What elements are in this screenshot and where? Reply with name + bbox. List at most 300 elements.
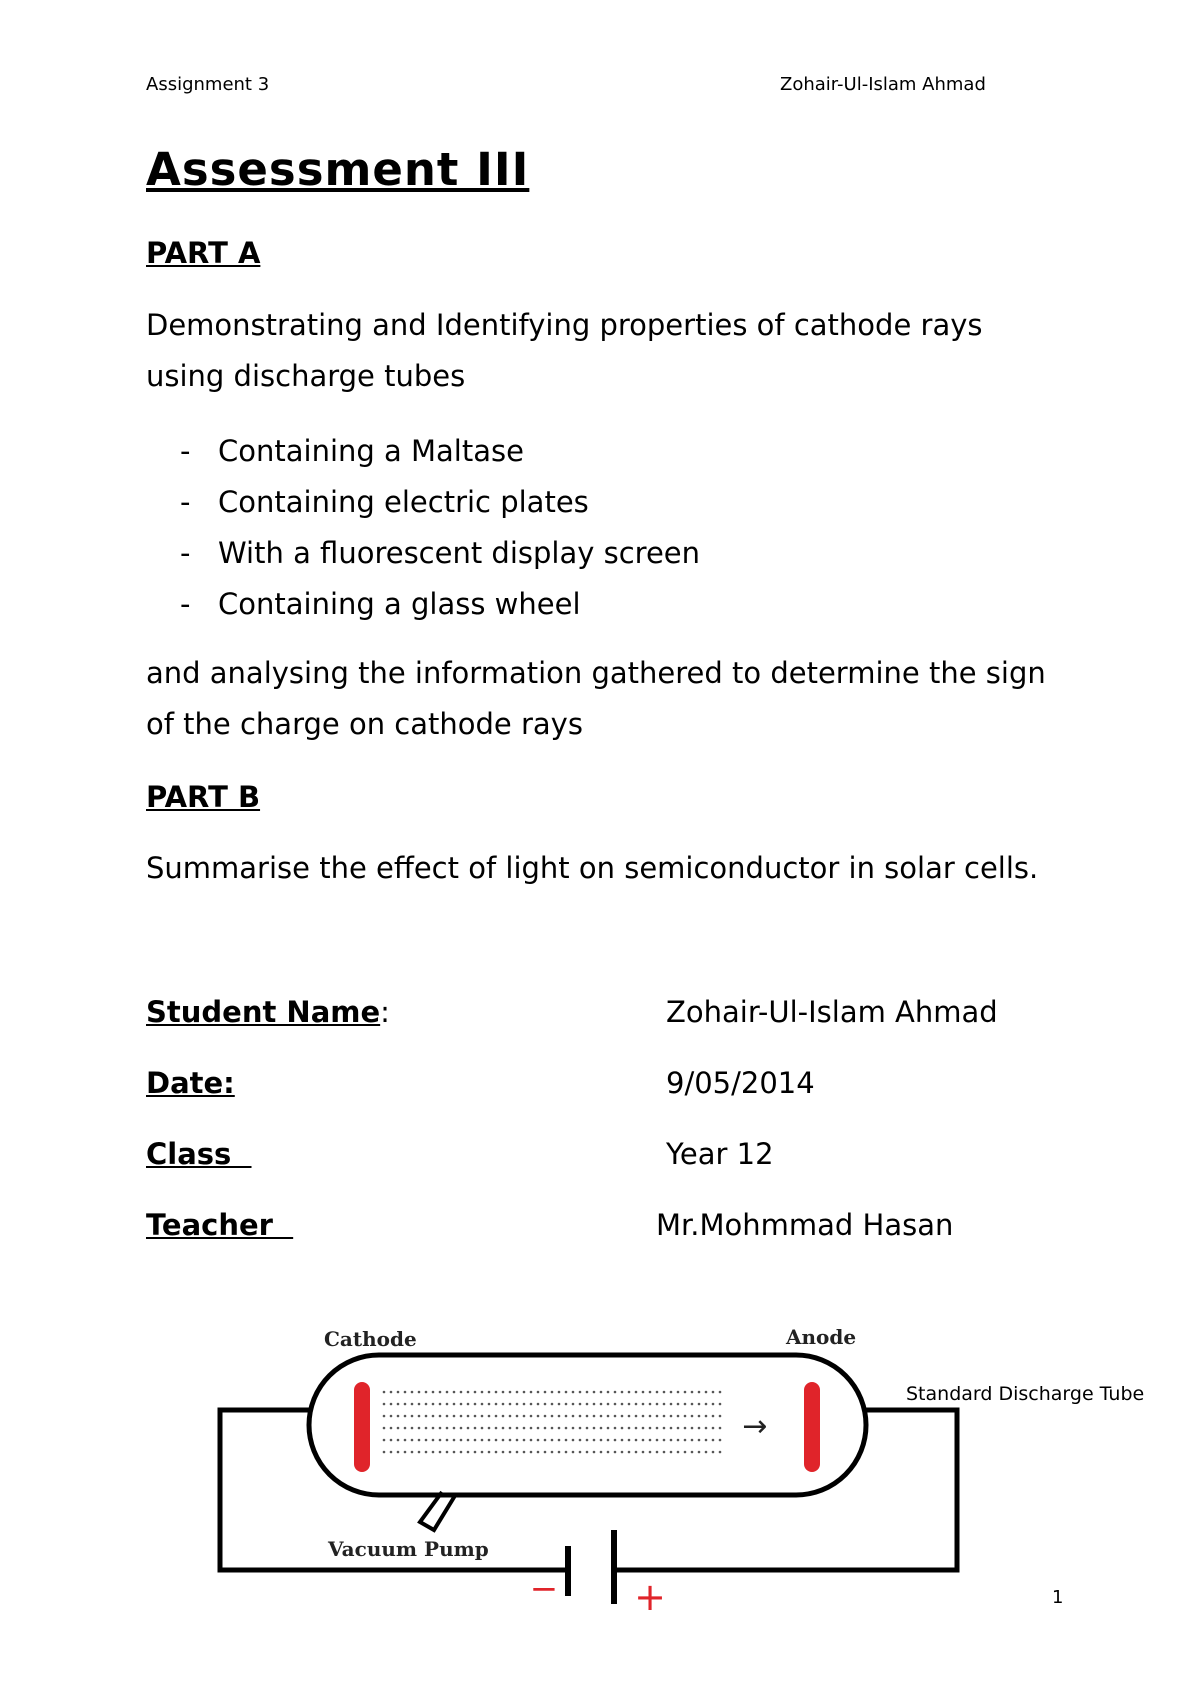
ray-dot xyxy=(663,1391,666,1394)
ray-dot xyxy=(404,1427,407,1430)
ray-dot xyxy=(635,1451,638,1454)
ray-dot xyxy=(628,1451,631,1454)
ray-dot xyxy=(642,1391,645,1394)
ray-dot xyxy=(719,1391,722,1394)
ray-dot xyxy=(719,1427,722,1430)
teacher-label xyxy=(146,1208,293,1243)
ray-dot xyxy=(635,1391,638,1394)
cathode-ray-particles xyxy=(383,1391,722,1454)
ray-dot xyxy=(656,1403,659,1406)
ray-dot xyxy=(670,1427,673,1430)
ray-dot xyxy=(628,1427,631,1430)
ray-dot xyxy=(509,1403,512,1406)
class-label xyxy=(146,1137,252,1172)
ray-dot xyxy=(481,1427,484,1430)
ray-dot xyxy=(572,1391,575,1394)
ray-dot xyxy=(425,1451,428,1454)
ray-dot xyxy=(600,1427,603,1430)
ray-dot xyxy=(488,1391,491,1394)
ray-dot xyxy=(383,1427,386,1430)
ray-dot xyxy=(481,1439,484,1442)
ray-dot xyxy=(712,1415,715,1418)
ray-dot xyxy=(411,1427,414,1430)
ray-dot xyxy=(502,1427,505,1430)
ray-dot xyxy=(530,1451,533,1454)
ray-dot xyxy=(488,1403,491,1406)
ray-dot xyxy=(383,1403,386,1406)
ray-dot xyxy=(509,1451,512,1454)
ray-dot xyxy=(621,1427,624,1430)
ray-dot xyxy=(705,1427,708,1430)
ray-dot xyxy=(453,1403,456,1406)
ray-dot xyxy=(453,1391,456,1394)
ray-dot xyxy=(446,1391,449,1394)
ray-dot xyxy=(502,1451,505,1454)
date-label xyxy=(146,1066,235,1101)
ray-dot xyxy=(593,1427,596,1430)
ray-dot xyxy=(530,1439,533,1442)
ray-dot xyxy=(649,1403,652,1406)
ray-dot xyxy=(642,1451,645,1454)
ray-dot xyxy=(446,1439,449,1442)
ray-dot xyxy=(593,1451,596,1454)
ray-dot xyxy=(663,1427,666,1430)
date-value: 9/05/2014 xyxy=(666,1066,815,1100)
ray-dot xyxy=(572,1439,575,1442)
ray-dot xyxy=(614,1439,617,1442)
ray-dot xyxy=(586,1415,589,1418)
ray-dot xyxy=(600,1439,603,1442)
ray-dot xyxy=(600,1415,603,1418)
ray-dot xyxy=(719,1451,722,1454)
ray-dot xyxy=(432,1439,435,1442)
ray-dot xyxy=(432,1391,435,1394)
ray-dot xyxy=(418,1451,421,1454)
ray-dot xyxy=(684,1451,687,1454)
ray-dot xyxy=(712,1427,715,1430)
ray-dot xyxy=(614,1427,617,1430)
ray-dot xyxy=(467,1391,470,1394)
ray-dot xyxy=(649,1427,652,1430)
ray-dot xyxy=(390,1427,393,1430)
ray-dot xyxy=(432,1451,435,1454)
ray-dot xyxy=(579,1451,582,1454)
ray-dot xyxy=(621,1439,624,1442)
ray-dot xyxy=(460,1451,463,1454)
ray-dot xyxy=(537,1415,540,1418)
ray-dot xyxy=(565,1427,568,1430)
ray-dot xyxy=(530,1427,533,1430)
ray-dot xyxy=(530,1415,533,1418)
list-item xyxy=(180,579,700,630)
ray-dot xyxy=(516,1403,519,1406)
ray-dot xyxy=(432,1427,435,1430)
page-title: Assessment III xyxy=(146,143,530,196)
ray-dot xyxy=(383,1451,386,1454)
ray-dot xyxy=(397,1451,400,1454)
ray-dot xyxy=(565,1415,568,1418)
ray-dot xyxy=(684,1391,687,1394)
ray-dot xyxy=(614,1451,617,1454)
ray-dot xyxy=(558,1439,561,1442)
list-item xyxy=(180,426,700,477)
ray-dot xyxy=(404,1391,407,1394)
ray-dot xyxy=(572,1427,575,1430)
ray-dot xyxy=(670,1391,673,1394)
ray-dot xyxy=(411,1403,414,1406)
ray-dot xyxy=(488,1415,491,1418)
ray-dot xyxy=(698,1403,701,1406)
ray-dot xyxy=(390,1403,393,1406)
ray-dot xyxy=(586,1439,589,1442)
ray-dot xyxy=(607,1403,610,1406)
ray-dot xyxy=(418,1403,421,1406)
ray-dot xyxy=(565,1391,568,1394)
ray-dot xyxy=(684,1427,687,1430)
ray-dot xyxy=(432,1415,435,1418)
ray-dot xyxy=(642,1415,645,1418)
ray-dot xyxy=(614,1403,617,1406)
ray-dot xyxy=(488,1439,491,1442)
ray-dot xyxy=(586,1391,589,1394)
part-b-heading: PART B xyxy=(146,780,261,814)
ray-dot xyxy=(537,1391,540,1394)
ray-dot xyxy=(705,1415,708,1418)
ray-dot xyxy=(642,1427,645,1430)
ray-dot xyxy=(411,1451,414,1454)
ray-dot xyxy=(607,1451,610,1454)
ray-dot xyxy=(677,1391,680,1394)
ray-dot xyxy=(677,1403,680,1406)
ray-dot xyxy=(425,1427,428,1430)
ray-dot xyxy=(418,1415,421,1418)
ray-dot xyxy=(579,1439,582,1442)
ray-dot xyxy=(565,1451,568,1454)
ray-dot xyxy=(698,1391,701,1394)
ray-dot xyxy=(446,1451,449,1454)
ray-dot xyxy=(404,1415,407,1418)
list-item-text: With a fluorescent display screen xyxy=(218,536,701,570)
ray-dot xyxy=(621,1391,624,1394)
part-a-conclusion: and analysing the information gathered to determine the sign of the charge on cathode rays xyxy=(146,656,1046,741)
header-author-name: Zohair-Ul-Islam Ahmad xyxy=(780,74,986,95)
ray-dot xyxy=(544,1451,547,1454)
ray-dot xyxy=(495,1427,498,1430)
ray-dot xyxy=(593,1439,596,1442)
ray-dot xyxy=(544,1439,547,1442)
ray-dot xyxy=(565,1403,568,1406)
ray-dot xyxy=(516,1439,519,1442)
date-label-text: Date: xyxy=(146,1066,235,1100)
ray-dot xyxy=(663,1451,666,1454)
ray-dot xyxy=(502,1391,505,1394)
ray-dot xyxy=(698,1415,701,1418)
ray-dot xyxy=(656,1439,659,1442)
ray-dot xyxy=(621,1415,624,1418)
ray-dot xyxy=(411,1415,414,1418)
ray-dot xyxy=(663,1403,666,1406)
ray-dot xyxy=(439,1451,442,1454)
ray-dot xyxy=(656,1391,659,1394)
ray-dot xyxy=(635,1415,638,1418)
ray-dot xyxy=(495,1415,498,1418)
ray-dot xyxy=(404,1451,407,1454)
ray-dot xyxy=(607,1427,610,1430)
discharge-tube-diagram xyxy=(0,1300,1200,1620)
ray-dot xyxy=(551,1451,554,1454)
ray-dot xyxy=(383,1415,386,1418)
ray-dot xyxy=(530,1391,533,1394)
ray-dot xyxy=(600,1451,603,1454)
ray-dot xyxy=(614,1415,617,1418)
ray-dot xyxy=(635,1439,638,1442)
ray-dot xyxy=(628,1391,631,1394)
ray-dot xyxy=(397,1415,400,1418)
ray-dot xyxy=(558,1403,561,1406)
ray-dot xyxy=(593,1403,596,1406)
ray-dot xyxy=(628,1403,631,1406)
ray-dot xyxy=(670,1415,673,1418)
ray-dot xyxy=(383,1391,386,1394)
ray-dot xyxy=(474,1427,477,1430)
ray-dot xyxy=(446,1427,449,1430)
bullet-marker: - xyxy=(180,434,191,468)
ray-dot xyxy=(684,1439,687,1442)
ray-dot xyxy=(509,1391,512,1394)
ray-dot xyxy=(677,1439,680,1442)
ray-dot xyxy=(635,1403,638,1406)
ray-dot xyxy=(621,1403,624,1406)
ray-dot xyxy=(537,1451,540,1454)
header-assignment-number: Assignment 3 xyxy=(146,74,270,95)
student-name-colon: : xyxy=(380,995,390,1029)
ray-dot xyxy=(523,1391,526,1394)
ray-dot xyxy=(663,1439,666,1442)
ray-dot xyxy=(425,1415,428,1418)
ray-dot xyxy=(495,1451,498,1454)
student-name-label xyxy=(146,995,390,1030)
part-a-heading: PART A xyxy=(146,236,261,270)
ray-dot xyxy=(523,1415,526,1418)
part-b-text: Summarise the effect of light on semiconductor in solar cells. xyxy=(146,851,1039,885)
ray-dot xyxy=(404,1403,407,1406)
list-item-text: Containing electric plates xyxy=(218,485,589,519)
ray-dot xyxy=(460,1439,463,1442)
ray-dot xyxy=(397,1427,400,1430)
ray-dot xyxy=(537,1403,540,1406)
ray-dot xyxy=(453,1451,456,1454)
ray-dot xyxy=(572,1415,575,1418)
ray-dot xyxy=(558,1427,561,1430)
ray-dot xyxy=(607,1415,610,1418)
ray-dot xyxy=(404,1439,407,1442)
ray-dot xyxy=(411,1391,414,1394)
ray-dot xyxy=(600,1391,603,1394)
ray-direction-arrow: → xyxy=(742,1409,768,1444)
ray-dot xyxy=(390,1391,393,1394)
ray-dot xyxy=(488,1451,491,1454)
ray-dot xyxy=(691,1439,694,1442)
ray-dot xyxy=(481,1451,484,1454)
list-item xyxy=(180,528,700,579)
page-number: 1 xyxy=(1052,1587,1064,1608)
student-name-value: Zohair-Ul-Islam Ahmad xyxy=(666,995,998,1029)
ray-dot xyxy=(516,1391,519,1394)
student-name-label-text: Student Name xyxy=(146,995,381,1029)
ray-dot xyxy=(670,1439,673,1442)
ray-dot xyxy=(418,1427,421,1430)
ray-dot xyxy=(705,1451,708,1454)
ray-dot xyxy=(649,1391,652,1394)
ray-dot xyxy=(544,1391,547,1394)
anode-electrode xyxy=(804,1382,820,1472)
ray-dot xyxy=(418,1439,421,1442)
ray-dot xyxy=(649,1439,652,1442)
ray-dot xyxy=(495,1403,498,1406)
ray-dot xyxy=(698,1439,701,1442)
ray-dot xyxy=(558,1415,561,1418)
ray-dot xyxy=(467,1427,470,1430)
ray-dot xyxy=(418,1391,421,1394)
ray-dot xyxy=(446,1403,449,1406)
ray-dot xyxy=(558,1391,561,1394)
ray-dot xyxy=(467,1415,470,1418)
ray-dot xyxy=(425,1391,428,1394)
ray-dot xyxy=(397,1403,400,1406)
battery-plus-sign: + xyxy=(634,1575,666,1619)
ray-dot xyxy=(551,1415,554,1418)
ray-dot xyxy=(446,1415,449,1418)
ray-dot xyxy=(579,1427,582,1430)
ray-dot xyxy=(628,1415,631,1418)
ray-dot xyxy=(544,1403,547,1406)
vacuum-pump-label: Vacuum Pump xyxy=(328,1537,489,1561)
vacuum-pump-spout xyxy=(420,1492,456,1530)
part-a-intro: Demonstrating and Identifying properties of cathode rays using discharge tubes xyxy=(146,308,983,393)
ray-dot xyxy=(439,1403,442,1406)
ray-dot xyxy=(600,1403,603,1406)
ray-dot xyxy=(474,1439,477,1442)
ray-dot xyxy=(390,1415,393,1418)
ray-dot xyxy=(586,1427,589,1430)
ray-dot xyxy=(474,1403,477,1406)
ray-dot xyxy=(684,1403,687,1406)
ray-dot xyxy=(502,1415,505,1418)
ray-dot xyxy=(705,1439,708,1442)
ray-dot xyxy=(593,1391,596,1394)
ray-dot xyxy=(460,1415,463,1418)
ray-dot xyxy=(481,1391,484,1394)
ray-dot xyxy=(656,1427,659,1430)
ray-dot xyxy=(516,1427,519,1430)
ray-dot xyxy=(719,1439,722,1442)
ray-dot xyxy=(502,1439,505,1442)
ray-dot xyxy=(474,1391,477,1394)
ray-dot xyxy=(397,1391,400,1394)
ray-dot xyxy=(495,1439,498,1442)
list-item xyxy=(180,477,700,528)
ray-dot xyxy=(705,1391,708,1394)
ray-dot xyxy=(642,1403,645,1406)
class-value: Year 12 xyxy=(666,1137,774,1171)
ray-dot xyxy=(558,1451,561,1454)
ray-dot xyxy=(586,1451,589,1454)
ray-dot xyxy=(383,1439,386,1442)
ray-dot xyxy=(705,1403,708,1406)
teacher-value: Mr.Mohmmad Hasan xyxy=(656,1208,954,1242)
ray-dot xyxy=(474,1451,477,1454)
anode-label: Anode xyxy=(786,1325,857,1349)
ray-dot xyxy=(425,1439,428,1442)
diagram-caption: Standard Discharge Tube xyxy=(906,1383,1145,1405)
ray-dot xyxy=(439,1391,442,1394)
ray-dot xyxy=(467,1403,470,1406)
ray-dot xyxy=(691,1451,694,1454)
ray-dot xyxy=(579,1403,582,1406)
ray-dot xyxy=(712,1391,715,1394)
ray-dot xyxy=(551,1427,554,1430)
bullet-marker: - xyxy=(180,587,191,621)
ray-dot xyxy=(523,1403,526,1406)
ray-dot xyxy=(677,1451,680,1454)
ray-dot xyxy=(509,1415,512,1418)
ray-dot xyxy=(586,1403,589,1406)
ray-dot xyxy=(474,1415,477,1418)
ray-dot xyxy=(390,1451,393,1454)
ray-dot xyxy=(642,1439,645,1442)
ray-dot xyxy=(432,1403,435,1406)
ray-dot xyxy=(481,1403,484,1406)
ray-dot xyxy=(453,1427,456,1430)
ray-dot xyxy=(551,1439,554,1442)
circuit-wire-right xyxy=(614,1410,957,1570)
ray-dot xyxy=(565,1439,568,1442)
ray-dot xyxy=(677,1415,680,1418)
ray-dot xyxy=(635,1427,638,1430)
ray-dot xyxy=(607,1391,610,1394)
ray-dot xyxy=(439,1439,442,1442)
ray-dot xyxy=(523,1439,526,1442)
ray-dot xyxy=(439,1427,442,1430)
ray-dot xyxy=(537,1427,540,1430)
ray-dot xyxy=(649,1451,652,1454)
ray-dot xyxy=(460,1391,463,1394)
ray-dot xyxy=(579,1391,582,1394)
ray-dot xyxy=(607,1439,610,1442)
ray-dot xyxy=(502,1403,505,1406)
ray-dot xyxy=(712,1439,715,1442)
cathode-label: Cathode xyxy=(324,1327,417,1351)
ray-dot xyxy=(614,1391,617,1394)
ray-dot xyxy=(663,1415,666,1418)
cathode-electrode xyxy=(354,1382,370,1472)
ray-dot xyxy=(691,1403,694,1406)
ray-dot xyxy=(593,1415,596,1418)
ray-dot xyxy=(544,1427,547,1430)
ray-dot xyxy=(551,1391,554,1394)
ray-dot xyxy=(453,1439,456,1442)
ray-dot xyxy=(628,1439,631,1442)
ray-dot xyxy=(516,1415,519,1418)
ray-dot xyxy=(467,1439,470,1442)
ray-dot xyxy=(481,1415,484,1418)
ray-dot xyxy=(425,1403,428,1406)
bullet-marker: - xyxy=(180,485,191,519)
bullet-marker: - xyxy=(180,536,191,570)
ray-dot xyxy=(719,1415,722,1418)
ray-dot xyxy=(488,1427,491,1430)
ray-dot xyxy=(495,1391,498,1394)
